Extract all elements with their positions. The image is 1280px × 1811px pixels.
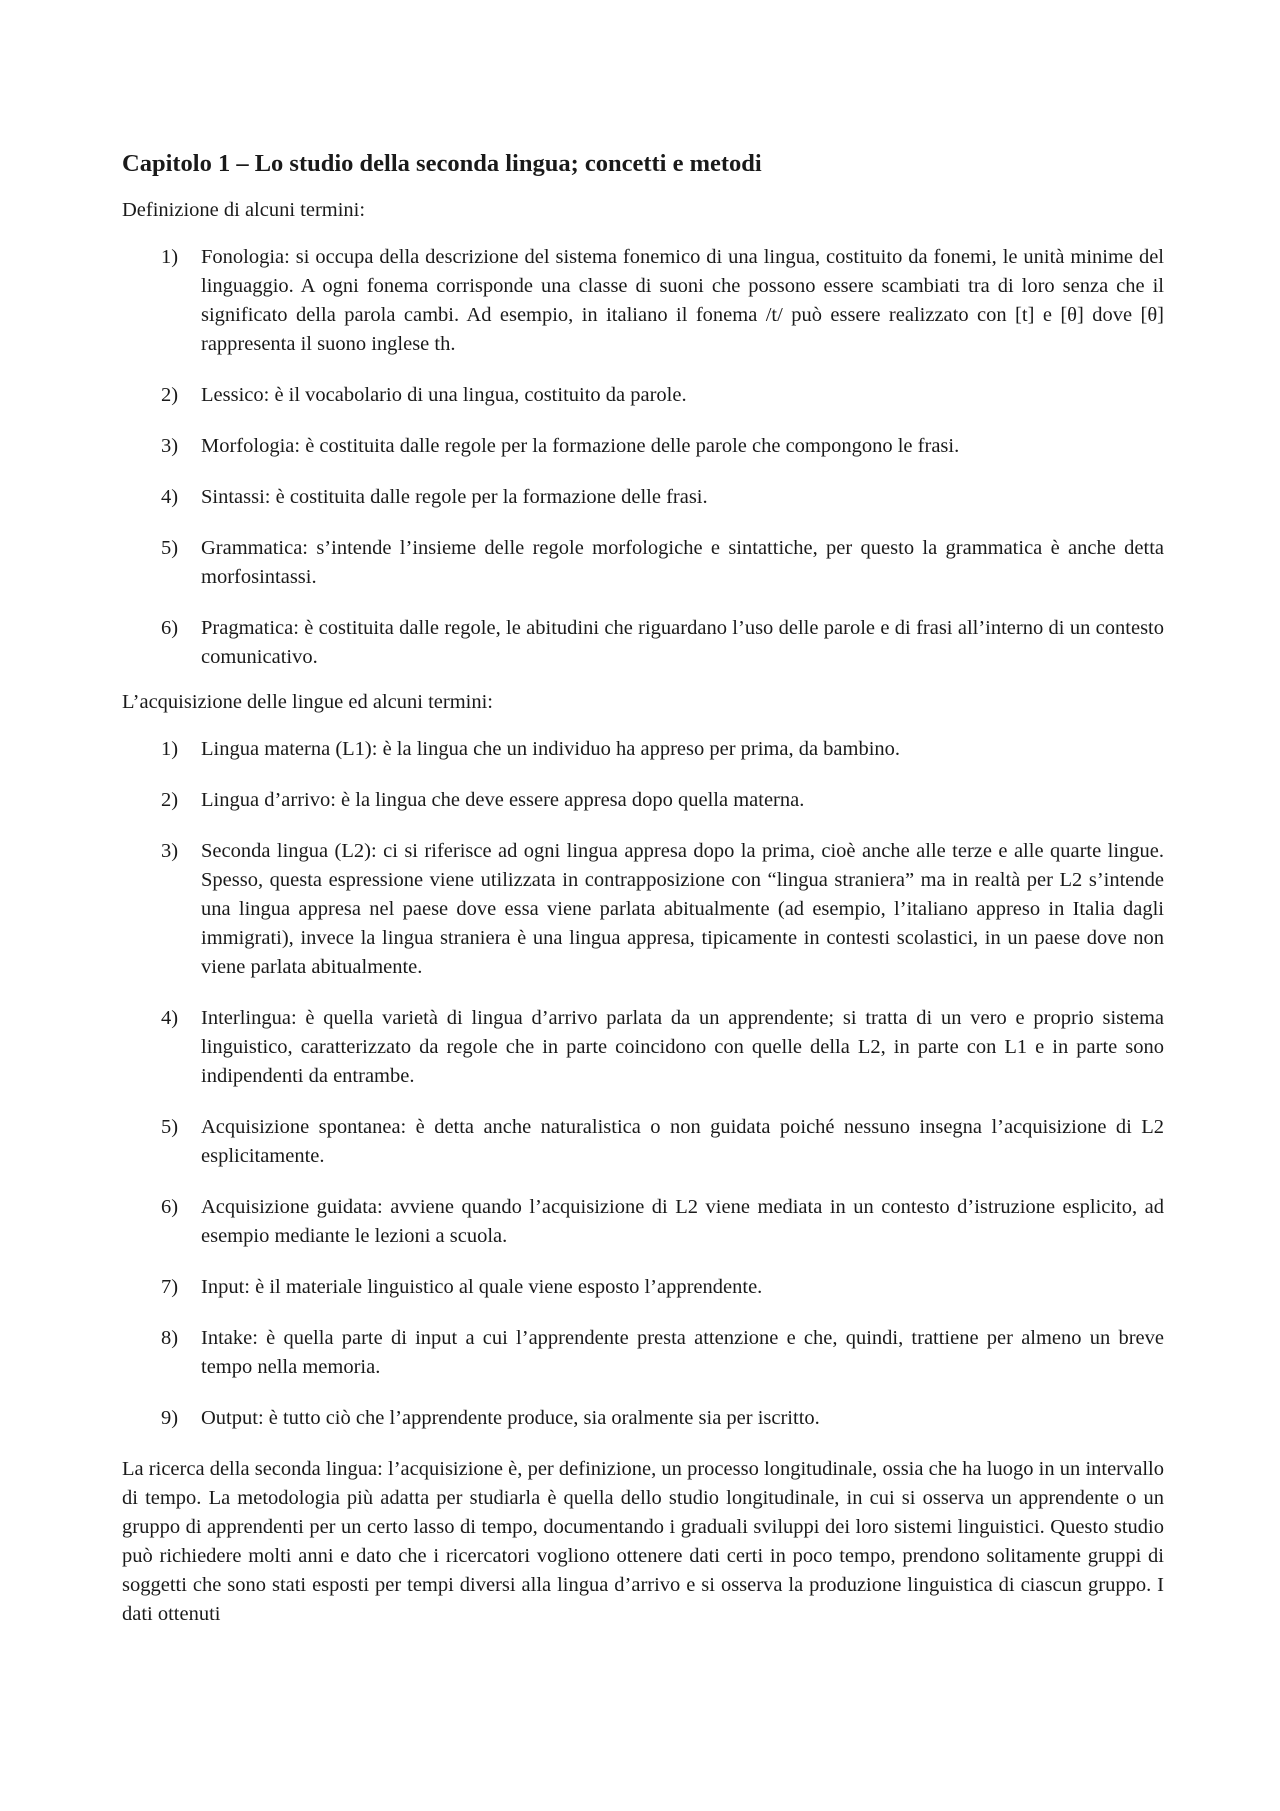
- list-item: [122, 1273, 1164, 1302]
- item-number: 2): [161, 384, 179, 406]
- chapter-title: Capitolo 1 – Lo studio della seconda lingua; concetti e metodi: [122, 150, 762, 177]
- list-item: [122, 1324, 1164, 1382]
- item-number: 6): [161, 617, 179, 639]
- acquisition-terms-list: [122, 735, 1164, 1433]
- item-number: 1): [161, 738, 179, 760]
- item-text: Lingua materna (L1): è la lingua che un individuo ha appreso per prima, da bambino.: [201, 738, 901, 760]
- section1-intro: Definizione di alcuni termini:: [122, 199, 366, 221]
- item-text: Acquisizione spontanea: è detta anche naturalistica o non guidata poiché nessuno insegna l’acquisizione di L2 esplicitamente.: [201, 1116, 1164, 1167]
- document-page: [122, 148, 1164, 1629]
- list-item: [122, 381, 1164, 410]
- item-number: 9): [161, 1407, 179, 1429]
- item-text: Grammatica: s’intende l’insieme delle regole morfologiche e sintattiche, per questo la grammatica è anche detta morfosintassi.: [201, 537, 1164, 588]
- item-number: 8): [161, 1327, 179, 1349]
- item-text: Intake: è quella parte di input a cui l’apprendente presta attenzione e che, quindi, trattiene per almeno un breve tempo nella memoria.: [201, 1327, 1164, 1378]
- item-number: 4): [161, 486, 179, 508]
- item-text: Sintassi: è costituita dalle regole per la formazione delle frasi.: [201, 486, 708, 508]
- item-number: 6): [161, 1196, 179, 1218]
- item-number: 5): [161, 537, 179, 559]
- item-number: 1): [161, 246, 179, 268]
- list-item: [122, 614, 1164, 672]
- item-number: 2): [161, 789, 179, 811]
- list-item: [122, 735, 1164, 764]
- item-number: 4): [161, 1007, 179, 1029]
- item-number: 7): [161, 1276, 179, 1298]
- list-item: [122, 1404, 1164, 1433]
- definitions-list: [122, 243, 1164, 672]
- item-text: Lingua d’arrivo: è la lingua che deve essere appresa dopo quella materna.: [201, 789, 805, 811]
- item-text: Fonologia: si occupa della descrizione del sistema fonemico di una lingua, costituito da fonemi, le unità minime del linguaggio. A ogni fonema corrisponde una classe di suoni che possono essere scambiati tra di loro senza che il significato della parola cambi. Ad esempio, in italiano il fonema /t/ può essere realizzato con [t] e [θ] dove [θ] rappresenta il suono inglese th.: [201, 246, 1164, 355]
- item-text: Input: è il materiale linguistico al quale viene esposto l’apprendente.: [201, 1276, 763, 1298]
- item-text: Output: è tutto ciò che l’apprendente produce, sia oralmente sia per iscritto.: [201, 1407, 820, 1429]
- list-item: [122, 837, 1164, 982]
- item-text: Seconda lingua (L2): ci si riferisce ad ogni lingua appresa dopo la prima, cioè anche alle terze e alle quarte lingue. Spesso, questa espressione viene utilizzata in contrapposizione con “lingua straniera” ma in realtà per L2 s’intende una lingua appresa nel paese dove essa viene parlata abitualmente (ad esempio, l’italiano appreso in Italia dagli immigrati), invece la lingua straniera è una lingua appresa, tipicamente in contesti scolastici, in un paese dove non viene parlata abitualmente.: [201, 840, 1164, 978]
- list-item: [122, 534, 1164, 592]
- item-text: Interlingua: è quella varietà di lingua d’arrivo parlata da un apprendente; si tratta di un vero e proprio sistema linguistico, caratterizzato da regole che in parte coincidono con quelle della L2, in parte con L1 e in parte sono indipendenti da entrambe.: [201, 1007, 1164, 1087]
- list-item: [122, 483, 1164, 512]
- item-text: Morfologia: è costituita dalle regole per la formazione delle parole che compongono le frasi.: [201, 435, 960, 457]
- item-number: 3): [161, 840, 179, 862]
- item-text: Lessico: è il vocabolario di una lingua, costituito da parole.: [201, 384, 687, 406]
- list-item: [122, 786, 1164, 815]
- item-number: 3): [161, 435, 179, 457]
- list-item: [122, 243, 1164, 359]
- closing-paragraph: La ricerca della seconda lingua: l’acquisizione è, per definizione, un processo longitudinale, ossia che ha luogo in un intervallo di tempo. La metodologia più adatta per studiarla è quella dello studio longitudinale, in cui si osserva un apprendente o un gruppo di apprendenti per un certo lasso di tempo, documentando i graduali sviluppi dei loro sistemi linguistici. Questo studio può richiedere molti anni e dato che i ricercatori vogliono ottenere dati certi in poco tempo, prendono solitamente gruppi di soggetti che sono stati esposti per tempi diversi alla lingua d’arrivo e si osserva la produzione linguistica di ciascun gruppo. I dati ottenuti: [122, 1458, 1164, 1625]
- list-item: [122, 1004, 1164, 1091]
- list-item: [122, 432, 1164, 461]
- item-number: 5): [161, 1116, 179, 1138]
- section2-intro: L’acquisizione delle lingue ed alcuni termini:: [122, 691, 493, 713]
- item-text: Acquisizione guidata: avviene quando l’acquisizione di L2 viene mediata in un contesto d’istruzione esplicito, ad esempio mediante le lezioni a scuola.: [201, 1196, 1164, 1247]
- item-text: Pragmatica: è costituita dalle regole, le abitudini che riguardano l’uso delle parole e di frasi all’interno di un contesto comunicativo.: [201, 617, 1164, 668]
- list-item: [122, 1113, 1164, 1171]
- list-item: [122, 1193, 1164, 1251]
